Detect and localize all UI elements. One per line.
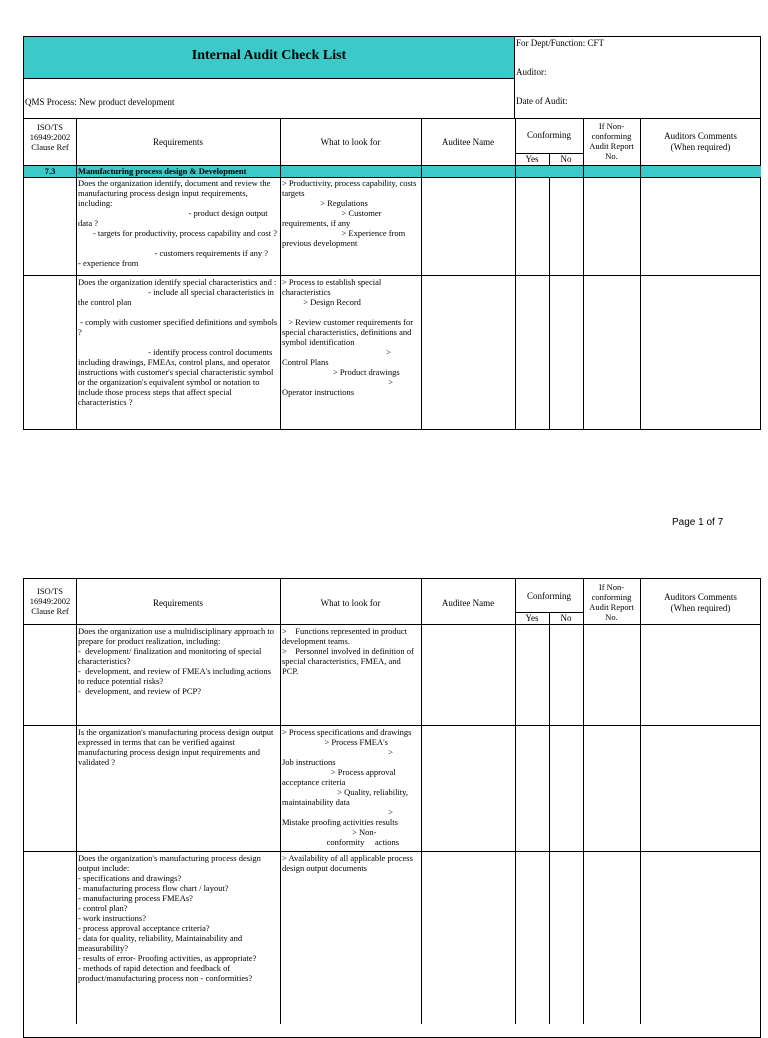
header-clause: ISO/TS 16949:2002 Clause Ref <box>29 586 71 616</box>
header-auditee-name: Auditee Name <box>441 598 495 608</box>
column-line <box>515 578 516 1024</box>
header-auditor-comments: Auditors Comments (When required) <box>664 592 737 613</box>
section-clause: 7.3 <box>44 166 56 176</box>
divider <box>514 37 515 118</box>
header-yes: Yes <box>525 613 539 623</box>
column-line <box>549 625 550 1024</box>
divider <box>24 118 761 119</box>
column-line <box>549 177 550 430</box>
what-to-look-for-cell: > Process specifications and drawings > Process FMEA's > Job instructions > Process approval acceptance criteria > Quality, reliability, maintainability data > Mistake proofing activities results > Non- conformity actions <box>282 727 412 847</box>
header-what-to-look-for: What to look for <box>320 137 381 147</box>
column-line <box>549 153 550 165</box>
header-conforming: Conforming <box>527 130 571 140</box>
header-requirements: Requirements <box>153 137 203 147</box>
header-what-to-look-for: What to look for <box>320 598 381 608</box>
column-line <box>421 118 422 430</box>
column-line <box>583 118 584 430</box>
column-line <box>640 118 641 430</box>
section-title: Manufacturing process design & Development <box>78 166 247 176</box>
header-auditee-name: Auditee Name <box>441 137 495 147</box>
requirement-cell: Does the organization identify, document and review the manufacturing process design input requirements, including: - product design output data ? - targets for productivity, process capability and cost ? - customers requirements if any ? - experience from <box>78 178 277 268</box>
header-auditor-comments: Auditors Comments (When required) <box>664 131 737 152</box>
column-line <box>280 118 281 430</box>
what-to-look-for-cell: > Productivity, process capability, costs targets > Regulations > Customer requirements, if any > Experience from previous development <box>282 178 417 248</box>
column-line <box>549 612 550 624</box>
what-to-look-for-cell: > Functions represented in product development teams. > Personnel involved in definition of special characteristics, FMEA, and PCP. <box>282 626 414 676</box>
column-line <box>515 118 516 430</box>
header-nonconforming-report: If Non- conforming Audit Report No. <box>589 121 634 161</box>
column-line <box>76 118 77 430</box>
header-no: No <box>560 154 572 164</box>
what-to-look-for-cell: > Process to establish special characteristics > Design Record > Review customer requirements for special characteristics, definitions and symbol identification > Control Plans > Product drawings > Operator instructions <box>282 277 414 397</box>
header-nonconforming-report: If Non- conforming Audit Report No. <box>589 582 634 622</box>
header-no: No <box>560 613 572 623</box>
header-yes: Yes <box>525 154 539 164</box>
column-line <box>583 578 584 1024</box>
header-clause: ISO/TS 16949:2002 Clause Ref <box>29 122 71 152</box>
column-line <box>640 578 641 1024</box>
header-requirements: Requirements <box>153 598 203 608</box>
dept-function: For Dept/Function: CFT <box>516 38 605 48</box>
qms-process: QMS Process: New product development <box>25 97 175 107</box>
page-number: Page 1 of 7 <box>672 517 724 528</box>
requirement-cell: Does the organization use a multidisciplinary approach to prepare for product realization, including: - development/ finalization and monitoring of special characteristics? - development, and review of FMEA's including actions to reduce potential risks? - development, and review of PCP? <box>78 626 274 696</box>
column-line <box>280 578 281 1024</box>
column-line <box>76 578 77 1024</box>
date-of-audit-field: Date of Audit: <box>516 96 568 106</box>
requirement-cell: Is the organization's manufacturing process design output expressed in terms that can be verified against manufacturing process design input requirements and validated ? <box>78 727 276 767</box>
page-title: Internal Audit Check List <box>191 48 347 63</box>
what-to-look-for-cell: > Availability of all applicable process design output documents <box>282 853 416 873</box>
requirement-cell: Does the organization identify special characteristics and : - include all special characteristics in the control plan - comply with customer specified definitions and symbols ? - identify process control documents including drawings, FMEAs, control plans, and operator instructions with customer's special characteristic symbol or the organization's equivalent symbol or notation to include those process steps that affect special characteristics ? <box>78 277 278 407</box>
column-line <box>421 578 422 1024</box>
header-conforming: Conforming <box>527 591 571 601</box>
divider <box>24 78 514 79</box>
requirement-cell: Does the organization's manufacturing process design output include: - specifications and drawings? - manufacturing process flow chart / layout? - manufacturing process FMEAs? - control plan? - work instructions? - process approval acceptance criteria? - data for quality, reliability, Maintainability and measurability? - results of error- Proofing activities, as appropriate? - methods of rapid detection and feedback of product/manufacturing process non - conformities? <box>78 853 261 983</box>
auditor-field: Auditor: <box>516 67 547 77</box>
